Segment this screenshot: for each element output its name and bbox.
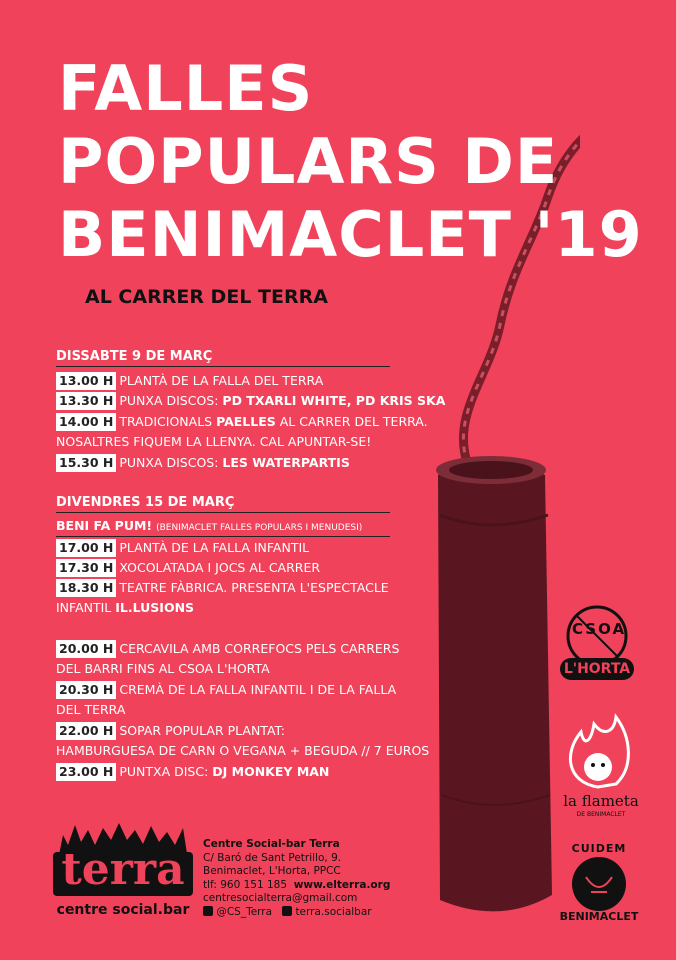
- address-line-1: C/ Baró de Sant Petrillo, 9.: [203, 851, 342, 864]
- schedule-row: 20.30 H CREMÀ DE LA FALLA INFANTIL I DE LA FALLA: [56, 680, 396, 700]
- cuidem-top: CUIDEM: [571, 842, 627, 855]
- time-badge: 14.00 H: [56, 413, 116, 431]
- time-badge: 15.30 H: [56, 454, 116, 472]
- terra-logo: [53, 820, 193, 925]
- subtitle: AL CARRER DEL TERRA: [85, 286, 328, 308]
- twitter-icon: [203, 906, 213, 916]
- phone-web-line: tlf: 960 151 185 www.elterra.org: [203, 878, 391, 891]
- schedule-row: 17.00 H PLANTÀ DE LA FALLA INFANTIL: [56, 538, 309, 558]
- title-line-2: POPULARS DE: [58, 125, 559, 198]
- flame-icon: [556, 712, 646, 792]
- facebook-icon: [282, 906, 292, 916]
- flameta-name: la flameta: [563, 792, 639, 810]
- section-title: BENI FA PUM! (BENIMACLET FALLES POPULARS I MENUDESI): [56, 518, 363, 533]
- venue-name: Centre Social-bar Terra: [203, 838, 340, 850]
- flameta-logo: [556, 712, 646, 822]
- facebook-handle[interactable]: terra.socialbar: [295, 905, 372, 918]
- time-badge: 17.00 H: [56, 539, 116, 557]
- time-badge: 13.00 H: [56, 372, 116, 390]
- horta-name: L'HORTA: [563, 661, 631, 677]
- schedule-row: 14.00 H TRADICIONALS PAELLES AL CARRER DEL TERRA.: [56, 412, 428, 432]
- time-badge: 18.30 H: [56, 579, 116, 597]
- time-badge: 23.00 H: [56, 763, 116, 781]
- schedule-row: 20.00 H CERCAVILA AMB CORREFOCS PELS CARRERS: [56, 639, 399, 659]
- title-line-3: BENIMACLET '19: [58, 198, 643, 271]
- poster-title: [58, 52, 643, 271]
- csoa-letters: CSOA: [572, 620, 627, 638]
- time-badge: 20.00 H: [56, 640, 116, 658]
- schedule-row-continuation: DEL BARRI FINS AL CSOA L'HORTA: [56, 661, 270, 676]
- terra-tagline: centre social.bar: [56, 902, 190, 918]
- divider: [56, 536, 390, 537]
- schedule-row: 23.00 H PUNTXA DISC: DJ MONKEY MAN: [56, 762, 329, 782]
- flameta-sub: DE BENIMACLET: [576, 811, 626, 818]
- time-badge: 20.30 H: [56, 681, 116, 699]
- schedule-row: 13.30 H PUNXA DISCOS: PD TXARLI WHITE, PD KRIS SKA: [56, 391, 445, 411]
- terra-word: terra: [61, 844, 185, 895]
- cuidem-benimaclet-logo: [556, 842, 642, 926]
- cuidem-bottom: BENIMACLET: [559, 910, 639, 923]
- title-line-1: FALLES: [58, 52, 314, 125]
- address-line-2: Benimaclet, L'Horta, PPCC: [203, 865, 341, 877]
- schedule-row-continuation: NOSALTRES FIQUEM LA LLENYA. CAL APUNTAR-SE!: [56, 434, 372, 449]
- day1-heading: DISSABTE 9 DE MARÇ: [56, 349, 390, 367]
- time-badge: 22.00 H: [56, 722, 116, 740]
- csoa-horta-logo: [556, 602, 638, 688]
- schedule-row: 15.30 H PUNXA DISCOS: LES WATERPARTIS: [56, 453, 350, 473]
- time-badge: 17.30 H: [56, 559, 116, 577]
- schedule-row-continuation: HAMBURGUESA DE CARN O VEGANA + BEGUDA // 7 EUROS: [56, 743, 430, 758]
- schedule-row-continuation: INFANTIL IL.LUSIONS: [56, 600, 195, 615]
- schedule-row-continuation: DEL TERRA: [56, 702, 126, 717]
- schedule-row: 17.30 H XOCOLATADA I JOCS AL CARRER: [56, 558, 320, 578]
- twitter-handle[interactable]: @CS_Terra: [216, 905, 273, 918]
- email-link[interactable]: centresocialterra@gmail.com: [203, 892, 358, 904]
- website-link[interactable]: www.elterra.org: [293, 878, 391, 891]
- schedule-row: 18.30 H TEATRE FÀBRICA. PRESENTA L'ESPECTACLE: [56, 578, 389, 598]
- schedule-row: 22.00 H SOPAR POPULAR PLANTAT:: [56, 721, 285, 741]
- contact-info: [203, 838, 390, 919]
- social-line: [203, 906, 390, 920]
- time-badge: 13.30 H: [56, 392, 116, 410]
- day2-heading: DIVENDRES 15 DE MARÇ: [56, 495, 390, 513]
- schedule-row: 13.00 H PLANTÀ DE LA FALLA DEL TERRA: [56, 371, 323, 391]
